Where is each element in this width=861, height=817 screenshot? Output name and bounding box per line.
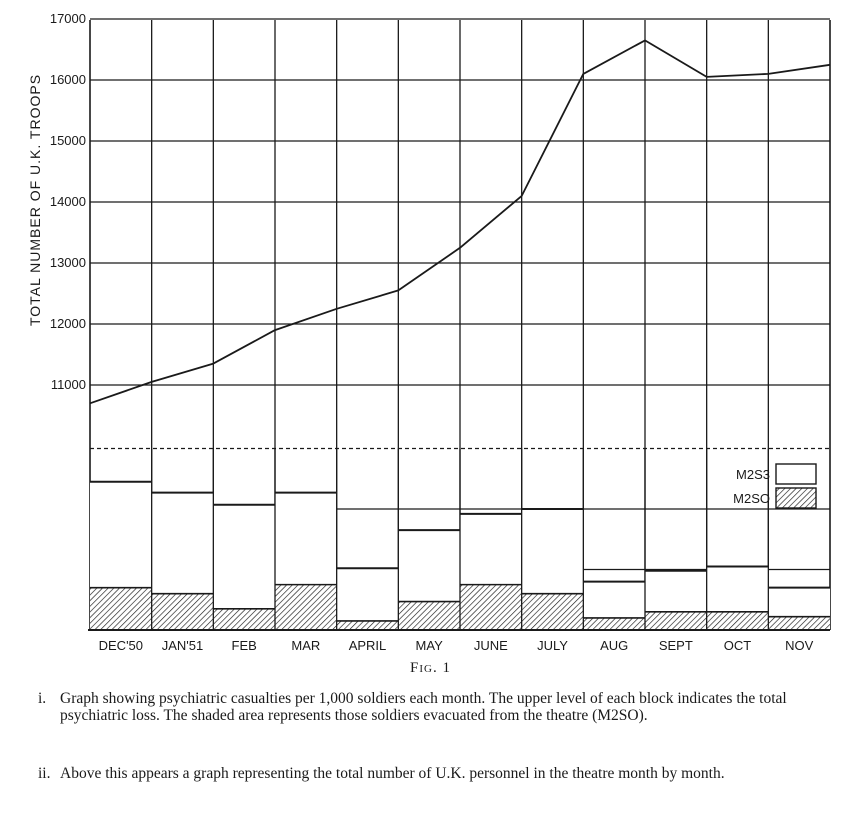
x-tick-label: SEPT — [658, 638, 693, 653]
caption-note-1-text: Graph showing psychiatric casualties per 1,000 soldiers each month. The upper level of each block indicates the total psychiatric loss. The shaded area represents those soldiers evacuated from the theatre (M2SO). — [60, 690, 787, 724]
y-tick-label: 12000 — [49, 316, 86, 331]
bar-m2so — [213, 609, 275, 630]
x-tick-label: NOV — [785, 638, 814, 653]
bar-m2so — [337, 621, 399, 630]
x-tick-label: FEB — [231, 638, 257, 653]
y-tick-label: 16000 — [49, 72, 86, 87]
bar-m2so — [583, 618, 645, 630]
caption-note-2-number: ii. — [38, 765, 51, 782]
y-tick-label: 17000 — [49, 11, 86, 26]
bar-m2so — [645, 612, 707, 630]
caption-note-2-text: Above this appears a graph representing the total number of U.K. personnel in the theatre month by month. — [60, 765, 725, 782]
legend-swatch-m2so — [776, 488, 816, 508]
bar-m2so — [275, 585, 337, 630]
figure-label: Fig. 1 — [410, 660, 451, 676]
x-tick-label: AUG — [600, 638, 629, 653]
bar-m2so — [152, 594, 214, 630]
y-tick-label: 15000 — [49, 133, 86, 148]
bar-m2so — [707, 612, 769, 630]
x-tick-label: APRIL — [348, 638, 387, 653]
caption-note-1-number: i. — [38, 690, 47, 707]
bar-m2so — [90, 588, 152, 630]
bar-m2so — [398, 602, 460, 630]
y-tick-label: 13000 — [49, 255, 86, 270]
x-tick-label: DEC'50 — [98, 638, 144, 653]
x-tick-label: MAY — [415, 638, 443, 653]
legend-swatch-m2s3 — [776, 464, 816, 484]
y-tick-label: 14000 — [49, 194, 86, 209]
x-tick-label: MAR — [291, 638, 321, 653]
x-tick-label: OCT — [723, 638, 752, 653]
x-tick-label: JUNE — [473, 638, 508, 653]
bar-m2so — [522, 594, 584, 630]
y-axis-label: TOTAL NUMBER OF U.K. TROOPS — [27, 73, 43, 327]
legend-label-m2s3: M2S3 — [736, 467, 770, 482]
x-tick-label: JULY — [537, 638, 568, 653]
y-tick-label: 11000 — [50, 377, 86, 392]
x-tick-label: JAN'51 — [161, 638, 204, 653]
bar-m2so — [460, 585, 522, 630]
bar-m2so — [768, 617, 830, 630]
legend-label-m2so: M2SO — [733, 491, 770, 506]
